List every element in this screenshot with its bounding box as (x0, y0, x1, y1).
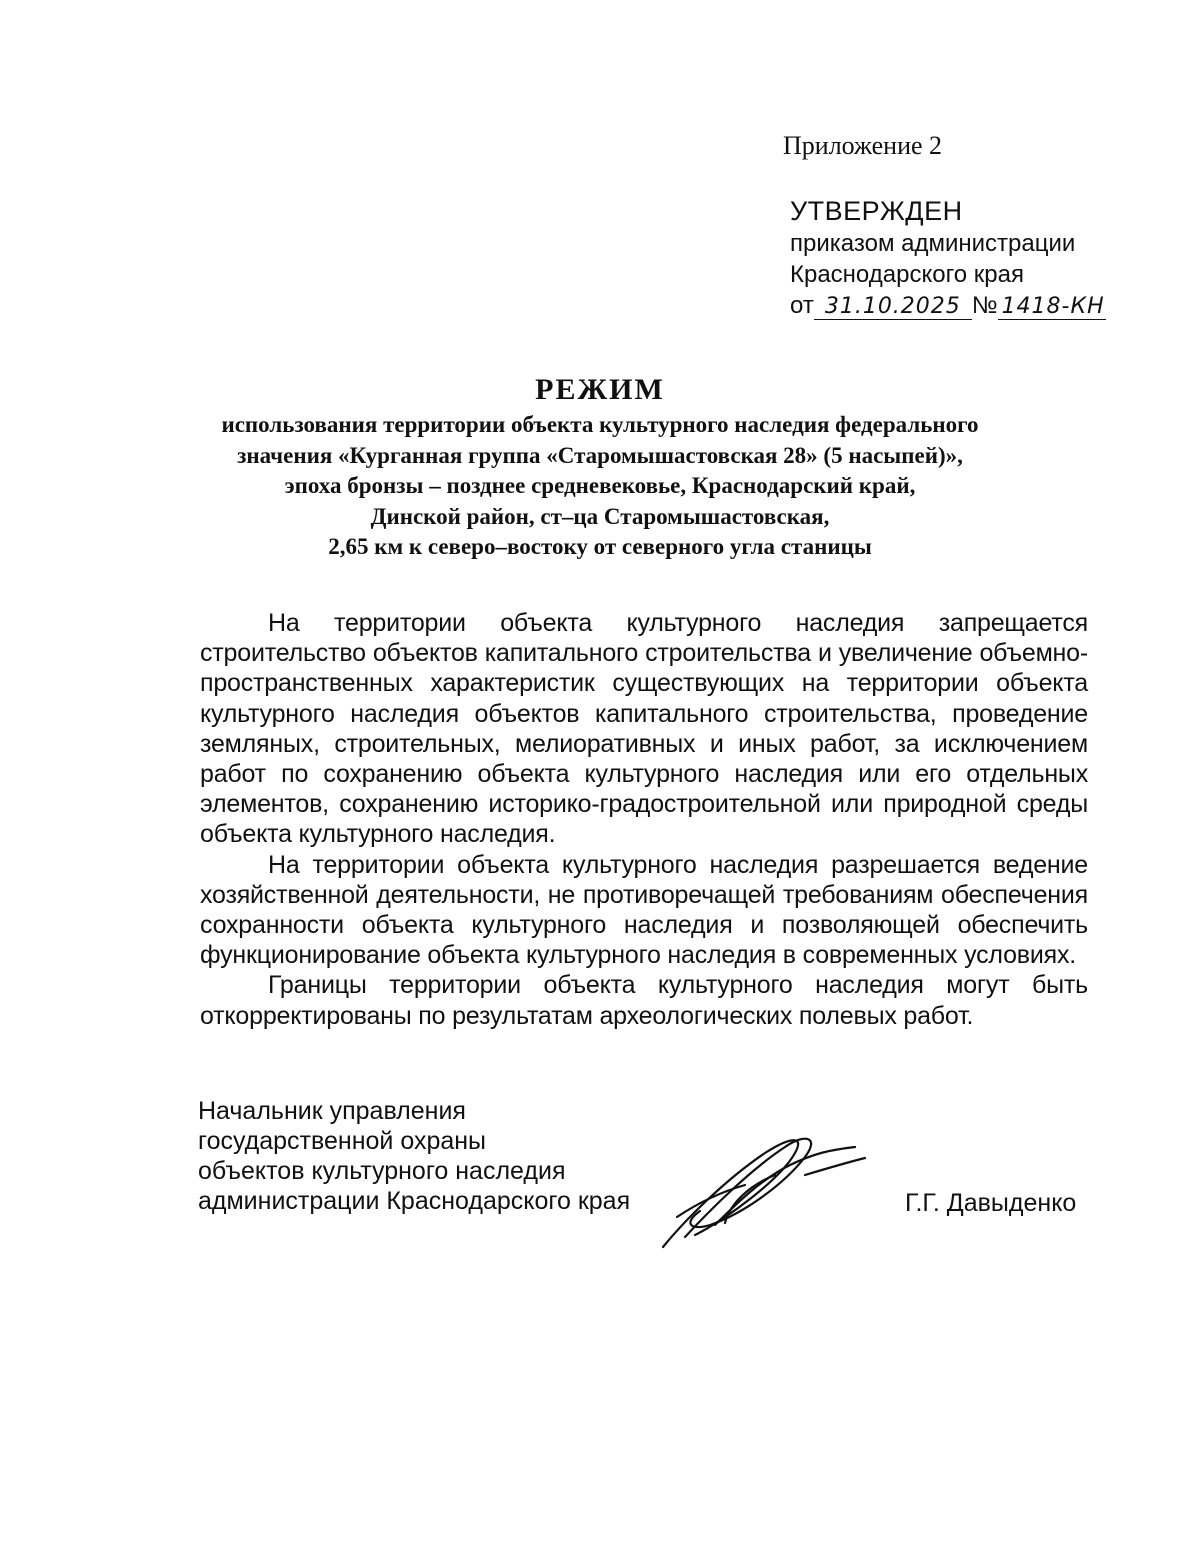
order-line-1: приказом администрации (790, 230, 1076, 257)
paragraph-permissions: На территории объекта культурного наследия разрешается ведение хозяйственной деятельности, не противоречащей требованиям обеспечения сохранности объекта культурного наследия и позволяющей обеспечить функционирование объекта культурного наследия в современных условиях. (200, 850, 1088, 970)
signatory-name: Г.Г. Давыденко (905, 1189, 1077, 1217)
date-prefix: от (790, 292, 814, 319)
title-line-1: использования территории объекта культурного наследия федерального (221, 412, 979, 437)
approved-stamp-text: УТВЕРЖДЕН (790, 196, 963, 226)
approval-block (790, 194, 1106, 321)
position-line-4: администрации Краснодарского края (198, 1187, 631, 1215)
title-line-5: 2,65 км к северо–востоку от северного угла станицы (328, 534, 872, 559)
paragraph-boundaries: Границы территории объекта культурного наследия могут быть откорректированы по результатам археологических полевых работ. (200, 971, 1088, 1030)
title-heading: РЕЖИМ (535, 373, 665, 406)
document-title (150, 372, 1050, 563)
order-line-2: Краснодарского края (790, 261, 1024, 288)
document-body (200, 608, 1088, 1031)
number-prefix: № (971, 292, 998, 319)
position-line-1: Начальник управления (198, 1097, 466, 1125)
paragraph-prohibitions: На территории объекта культурного наследия запрещается строительство объектов капитального строительства и увеличение объемно-пространственных характеристик существующих на территории объекта культурного наследия объектов капитального строительства, проведение земляных, строительных, мелиоративных и иных работ, за исключением работ по сохранению объекта культурного наследия или его отдельных элементов, сохранению историко-градостроительной или природной среды объекта культурного наследия. (200, 609, 1088, 849)
handwritten-date: 31.10.2025 (814, 295, 972, 320)
handwritten-signature (655, 1125, 870, 1255)
title-line-2: значения «Курганная группа «Старомышастовская 28» (5 насыпей)», (237, 442, 963, 468)
order-date-number-line (790, 290, 1106, 321)
position-line-3: объектов культурного наследия (198, 1157, 566, 1185)
handwritten-number: 1418-КН (998, 295, 1106, 320)
signatory-position (198, 1096, 630, 1216)
appendix-label: Приложение 2 (783, 131, 943, 160)
title-line-3: эпоха бронзы – позднее средневековье, Краснодарский край, (284, 473, 916, 498)
position-line-2: государственной охраны (198, 1127, 487, 1155)
title-line-4: Динской район, ст–ца Старомышастовская, (370, 503, 830, 529)
